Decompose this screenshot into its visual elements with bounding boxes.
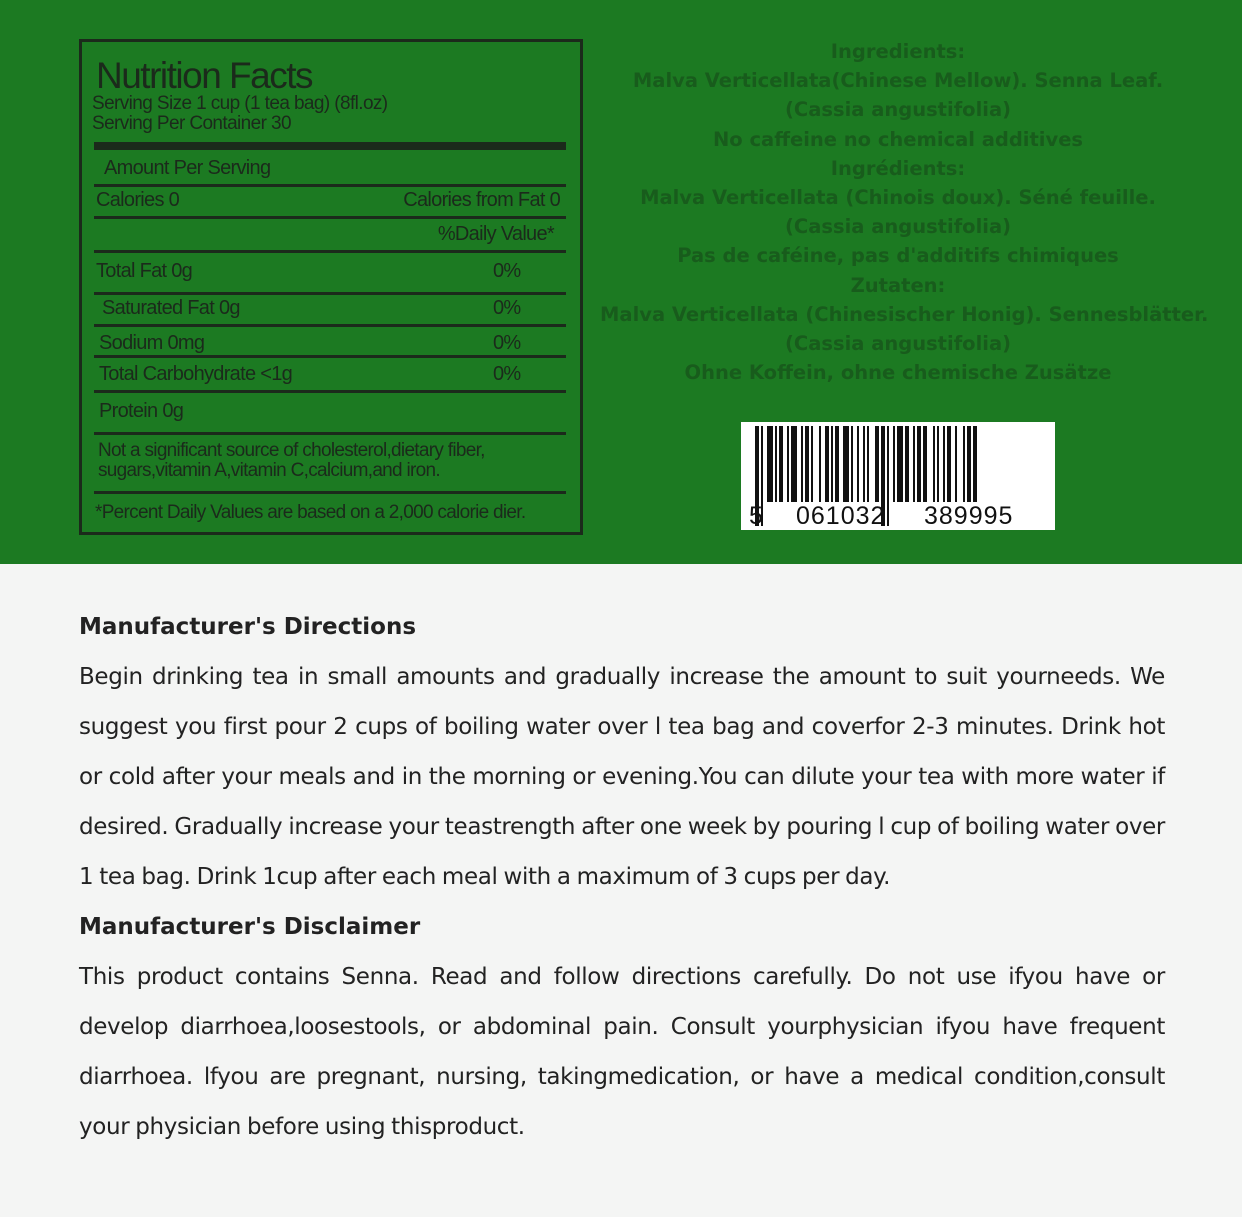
barcode-bar (943, 426, 945, 502)
ingredients-heading-fr: Ingrédients: (830, 156, 966, 180)
directions-section (79, 602, 1165, 1152)
barcode-bar (863, 426, 865, 502)
nutrient-label: Sodium 0mg (99, 332, 205, 354)
divider (94, 491, 566, 494)
nutrient-value: 0% (493, 297, 521, 319)
daily-value-header: %Daily Value* (437, 223, 554, 245)
not-significant-note: Not a significant source of cholesterol,dietary fiber, (98, 440, 485, 461)
barcode-bar (923, 426, 927, 502)
barcode-bar (791, 426, 797, 502)
serving-size: Serving Size 1 cup (1 tea bag) (8fl.oz) (92, 93, 388, 114)
barcode-bar (967, 426, 971, 502)
barcode-bar (819, 426, 821, 502)
ingredients-heading-en: Ingredients: (830, 40, 966, 63)
barcode-bar (775, 426, 777, 502)
barcode-bar (937, 426, 939, 502)
barcode-bar (779, 426, 783, 502)
divider (94, 390, 566, 393)
nutrient-label: Total Fat 0g (96, 260, 193, 282)
amount-per-serving: Amount Per Serving (104, 157, 271, 179)
nutrient-value: 0% (493, 363, 521, 385)
barcode-bar (811, 426, 813, 502)
ingredients-heading-de: Zutaten: (850, 273, 946, 297)
barcode-bar (913, 426, 915, 502)
barcode-bar (857, 426, 859, 502)
barcode-bar (843, 426, 849, 502)
directions-text: Begin drinking tea in small amounts and gradually increase the amount to suit yourneeds. We suggest you first pour 2 cups of boiling water over l tea bag and coverfor 2-3 minutes. Drink hot or cold after your meals and in the morning or evening.You can dilute your tea with more water if desired. Gradually increase your teastrength after one week by pouring l cup of boiling water over 1 tea bag. Drink 1cup after each meal with a maximum of 3 cups per day. (79, 664, 1165, 890)
ingredients-block (600, 37, 1209, 387)
nutrient-value: 0% (493, 260, 521, 282)
ingredients-line: (Cassia angustifolia) (784, 98, 1012, 122)
nutrition-facts-title: Nutrition Facts (96, 55, 313, 96)
barcode-bar (897, 426, 903, 502)
thick-divider (94, 142, 566, 150)
barcode-bar (787, 426, 789, 502)
barcode-bar (801, 426, 803, 502)
disclaimer-heading: Manufacturer's Disclaimer (79, 914, 421, 940)
barcode-bar (825, 426, 829, 502)
barcode-bar (893, 426, 895, 502)
divider (94, 324, 566, 327)
barcode-digit-first: 5 (749, 502, 763, 530)
barcode-group-left: 061032 (796, 502, 886, 530)
barcode-bar (955, 426, 957, 502)
divider (94, 355, 566, 358)
not-significant-note: sugars,vitamin A,vitamin C,calcium,and iron. (98, 460, 440, 481)
calories-from-fat: Calories from Fat 0 (403, 189, 560, 211)
barcode (741, 422, 1055, 530)
barcode-bar (831, 426, 833, 502)
ingredients-line: No caffeine no chemical additives (712, 127, 1084, 151)
barcode-bar (805, 426, 809, 502)
disclaimer-text: This product contains Senna. Read and follow directions carefully. Do not use ifyou have or develop diarrhoea,loosestools, or abdominal pain. Consult yourphysician ifyou have frequent diarrhoea. lfyou are pregnant, nursing, takingmedication, or have a medical condition,consult your physician before using thisproduct. (79, 964, 1165, 1140)
nutrition-facts-panel (79, 39, 583, 535)
barcode-bar (851, 426, 853, 502)
barcode-bar (973, 426, 977, 502)
ingredients-line: Pas de caféine, pas d'additifs chimiques (677, 244, 1119, 268)
divider (94, 184, 566, 187)
barcode-bar (887, 426, 889, 526)
barcode-bar (875, 426, 879, 502)
ingredients-line: Malva Verticellata (Chinesischer Honig). Sennesblätter. (600, 302, 1209, 326)
divider (94, 432, 566, 435)
barcode-bar (947, 426, 951, 502)
barcode-bar (835, 426, 839, 502)
barcode-bar (933, 426, 935, 502)
servings-per-container: Serving Per Container 30 (92, 113, 291, 134)
barcode-bar (917, 426, 921, 502)
nutrient-label: Total Carbohydrate <1g (99, 363, 293, 385)
calories: Calories 0 (96, 189, 180, 211)
barcode-bar (963, 426, 965, 502)
ingredients-line: (Cassia angustifolia) (784, 332, 1012, 356)
barcode-bar (905, 426, 909, 502)
label-panel (0, 0, 1242, 564)
nutrient-label: Protein 0g (99, 400, 184, 422)
barcode-group-right: 389995 (924, 502, 1014, 530)
ingredients-line: Ohne Koffein, ohne chemische Zusätze (684, 361, 1112, 385)
divider (94, 250, 566, 253)
daily-values-footnote: *Percent Daily Values are based on a 2,000 calorie dier. (95, 502, 526, 523)
divider (94, 292, 566, 295)
directions-heading: Manufacturer's Directions (79, 614, 417, 640)
ingredients-line: Malva Verticellata (Chinois doux). Séné feuille. (640, 186, 1156, 210)
barcode-bar (867, 426, 869, 502)
nutrient-value: 0% (493, 332, 521, 354)
divider (94, 216, 566, 219)
barcode-bar (767, 426, 773, 502)
ingredients-line: (Cassia angustifolia) (784, 215, 1012, 239)
nutrient-label: Saturated Fat 0g (102, 297, 240, 319)
ingredients-line: Malva Verticellata(Chinese Mellow). Senna Leaf. (632, 69, 1164, 93)
